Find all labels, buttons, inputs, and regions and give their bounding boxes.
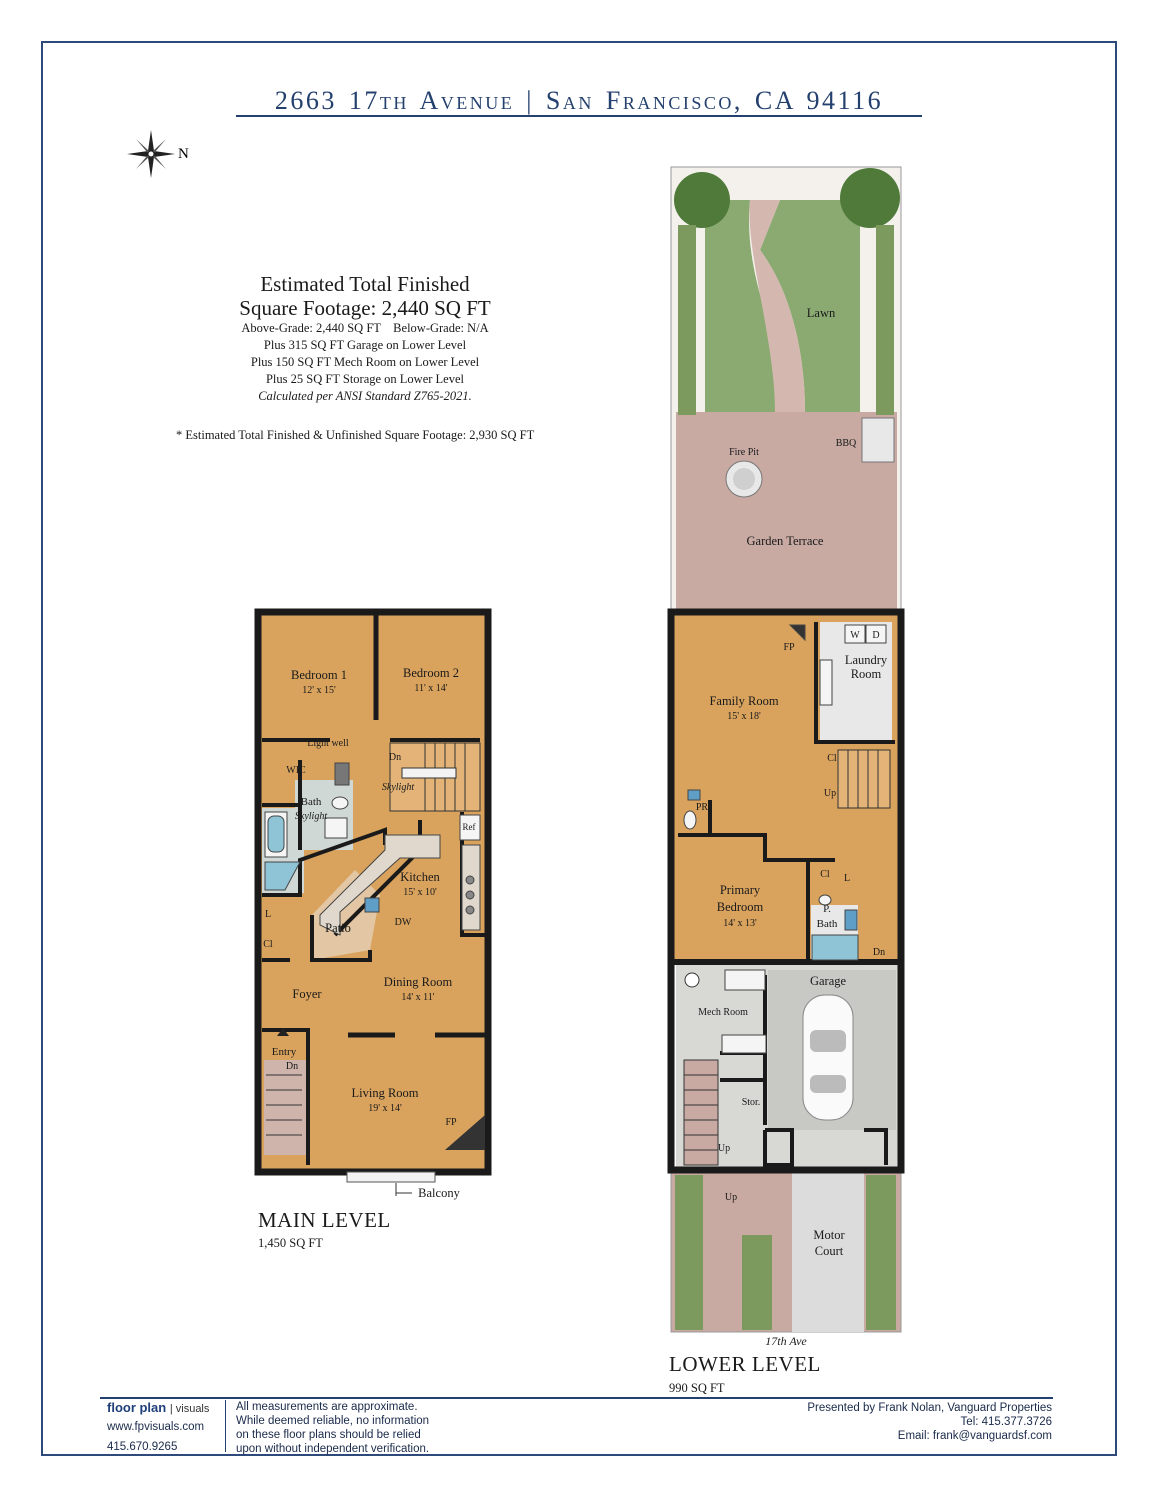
entry-label: Entry [271, 1046, 297, 1058]
primary-bedroom-label-1: Primary [719, 883, 761, 897]
lower-closet-label: Cl [827, 753, 837, 764]
garage-label: Garage [809, 974, 847, 988]
main-fp-label: FP [445, 1117, 457, 1128]
page-title: 2663 17th Avenue | San Francisco, CA 94116 [274, 86, 884, 115]
kitchen-label: Kitchen [400, 870, 440, 884]
entry-up-label: Up [724, 1192, 738, 1203]
lower-fp-label: FP [783, 642, 795, 653]
stats-line2: Square Footage: 2,440 SQ FT [239, 296, 491, 320]
primary-linen-label: L [843, 873, 851, 884]
patio-label: Patio [325, 921, 351, 935]
balcony-label: Balcony [418, 1186, 460, 1200]
bath-label: Bath [300, 796, 322, 808]
compass-north-label: N [178, 146, 189, 162]
garden-terrace-label: Garden Terrace [746, 534, 824, 548]
lawn-label: Lawn [806, 306, 836, 320]
presenter-block [807, 1401, 1052, 1443]
primary-bath-label-2: Bath [816, 918, 838, 930]
stats-line1: Estimated Total Finished [260, 272, 470, 296]
lower-level-sqft: 990 SQ FT [669, 1381, 725, 1395]
bedroom1-label: Bedroom 1 [291, 668, 347, 682]
stats-line7: Calculated per ANSI Standard Z765-2021. [258, 389, 472, 403]
disclaimer [236, 1400, 429, 1456]
entry-dn-label: Dn [285, 1061, 299, 1072]
stats-line6: Plus 25 SQ FT Storage on Lower Level [265, 372, 465, 386]
stats-line4: Plus 315 SQ FT Garage on Lower Level [263, 338, 467, 352]
bbq-label: BBQ [835, 438, 857, 449]
motor-court-label-1: Motor [813, 1228, 845, 1242]
family-room-dim: 15' x 18' [727, 711, 761, 722]
coat-closet-label: Cl [263, 939, 273, 950]
fpvisuals-block [107, 1401, 209, 1454]
bedroom2-label: Bedroom 2 [403, 666, 459, 680]
wic-label: WIC [286, 765, 306, 776]
fpvisuals-logo: floor plan | visuals [107, 1400, 210, 1415]
mech-room-label: Mech Room [698, 1007, 748, 1018]
bedroom2-dim: 11' x 14' [414, 683, 448, 694]
footer-rule [100, 1397, 1053, 1399]
stairs-dn-label: Dn [388, 752, 402, 763]
bedroom1-dim: 12' x 15' [302, 685, 336, 696]
dining-label: Dining Room [383, 975, 453, 989]
lower-dn-label: Dn [872, 947, 886, 958]
washer-label: W [850, 630, 860, 641]
fpvisuals-phone: 415.670.9265 [107, 1441, 178, 1453]
lower-level-title: LOWER LEVEL [669, 1352, 821, 1376]
dryer-label: D [872, 630, 880, 641]
disclaimer-line1: All measurements are approximate. [236, 1401, 418, 1413]
laundry-label-2: Room [850, 667, 882, 681]
stairs-up-label: Up [717, 1143, 731, 1154]
main-level-sqft: 1,450 SQ FT [258, 1236, 323, 1250]
primary-closet-label: Cl [820, 869, 830, 880]
skylight-label: Skylight [381, 782, 415, 793]
primary-bedroom-dim: 14' x 13' [723, 918, 757, 929]
primary-bath-label-1: P. [823, 903, 831, 915]
main-level-title: MAIN LEVEL [258, 1208, 391, 1232]
kitchen-dim: 15' x 10' [403, 887, 437, 898]
presenter-name: Presented by Frank Nolan, Vanguard Properties [807, 1402, 1052, 1414]
ref-label: Ref [462, 822, 476, 832]
presenter-email[interactable]: Email: frank@vanguardsf.com [897, 1430, 1052, 1442]
stats-line5: Plus 150 SQ FT Mech Room on Lower Level [250, 355, 480, 369]
linen-closet-label: L [264, 909, 272, 920]
living-dim: 19' x 14' [368, 1103, 402, 1114]
disclaimer-line3: on these floor plans should be relied [236, 1429, 421, 1441]
stats-line3: Above-Grade: 2,440 SQ FT Below-Grade: N/A [241, 321, 489, 335]
street-label: 17th Ave [765, 1334, 807, 1348]
storage-label: Stor. [741, 1097, 761, 1108]
foyer-label: Foyer [292, 987, 322, 1001]
dining-dim: 14' x 11' [401, 992, 435, 1003]
car-icon [803, 995, 853, 1120]
footer-divider [225, 1400, 226, 1452]
laundry-label-1: Laundry [844, 653, 888, 667]
lower-up-label: Up [823, 788, 837, 799]
bath-skylight-label: Skylight [294, 811, 328, 822]
presenter-tel: Tel: 415.377.3726 [960, 1416, 1052, 1428]
living-label: Living Room [351, 1086, 419, 1100]
total-footage-note: * Estimated Total Finished & Unfinished Square Footage: 2,930 SQ FT [176, 428, 535, 442]
light-well-label: Light well [307, 738, 349, 749]
powder-room-label: PR [695, 802, 709, 813]
primary-bedroom-label-2: Bedroom [716, 900, 764, 914]
motor-court-label-2: Court [814, 1244, 844, 1258]
fire-pit-label: Fire Pit [729, 447, 759, 458]
disclaimer-line4: upon without independent verification. [236, 1443, 430, 1455]
family-room-label: Family Room [709, 694, 779, 708]
dw-label: DW [394, 917, 412, 928]
fpvisuals-website[interactable]: www.fpvisuals.com [107, 1421, 205, 1433]
disclaimer-line2: While deemed reliable, no information [236, 1415, 430, 1427]
